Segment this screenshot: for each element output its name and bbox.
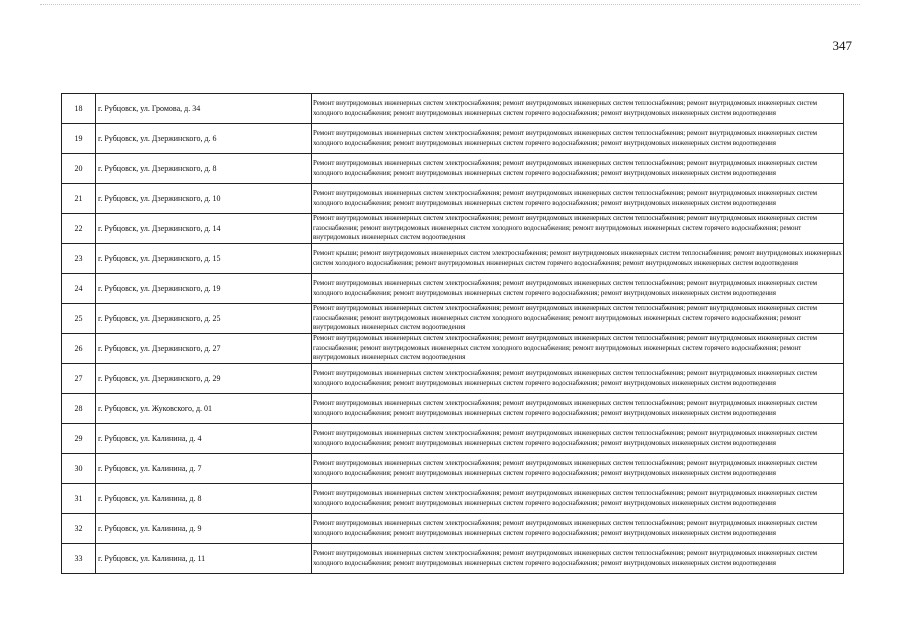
row-address: г. Рубцовск, ул. Дзержинского, д. 14 [96,214,312,244]
row-address: г. Рубцовск, ул. Дзержинского, д. 27 [96,334,312,364]
row-number: 27 [62,364,96,394]
row-work-text: Ремонт внутридомовых инженерных систем электроснабжения; ремонт внутридомовых инженерных систем теплоснабжения; ремонт внутридомовых инженерных систем газоснабжения; ремонт внутридомовых инженерных систем холодного водоснабжения; ремонт внутридомовых инженерных систем горячего водоснабжения; ремонт внутридомовых инженерных систем водоотведения [313,214,818,242]
row-address: г. Рубцовск, ул. Калинина, д. 4 [96,424,312,454]
row-address: г. Рубцовск, ул. Калинина, д. 8 [96,484,312,514]
row-work-text: Ремонт внутридомовых инженерных систем электроснабжения; ремонт внутридомовых инженерных систем теплоснабжения; ремонт внутридомовых инженерных систем холодного водоснабжения; ремонт внутридомовых инженерных систем горячего водоснабжения; ремонт внутридомовых инженерных систем водоотведения [313,458,818,477]
row-address: г. Рубцовск, ул. Калинина, д. 11 [96,544,312,574]
row-number: 20 [62,154,96,184]
table-row [62,484,844,514]
row-number: 24 [62,274,96,304]
row-number: 19 [62,124,96,154]
row-work-text: Ремонт внутридомовых инженерных систем электроснабжения; ремонт внутридомовых инженерных систем теплоснабжения; ремонт внутридомовых инженерных систем холодного водоснабжения; ремонт внутридомовых инженерных систем горячего водоснабжения; ремонт внутридомовых инженерных систем водоотведения [313,518,818,537]
page-number: 347 [832,38,852,53]
row-number: 22 [62,214,96,244]
table-row [62,124,844,154]
row-address: г. Рубцовск, ул. Дзержинского, д. 15 [96,244,312,274]
row-work-text: Ремонт внутридомовых инженерных систем электроснабжения; ремонт внутридомовых инженерных систем теплоснабжения; ремонт внутридомовых инженерных систем холодного водоснабжения; ремонт внутридомовых инженерных систем горячего водоснабжения; ремонт внутридомовых инженерных систем водоотведения [313,428,818,447]
row-work-list [312,154,844,184]
row-work-list [312,334,844,364]
table-row [62,334,844,364]
row-number: 26 [62,334,96,364]
table-row [62,94,844,124]
table-row [62,274,844,304]
row-address: г. Рубцовск, ул. Калинина, д. 7 [96,454,312,484]
row-number: 21 [62,184,96,214]
row-work-list [312,394,844,424]
row-number: 23 [62,244,96,274]
row-work-text: Ремонт внутридомовых инженерных систем электроснабжения; ремонт внутридомовых инженерных систем теплоснабжения; ремонт внутридомовых инженерных систем холодного водоснабжения; ремонт внутридомовых инженерных систем горячего водоснабжения; ремонт внутридомовых инженерных систем водоотведения [313,368,818,387]
row-address: г. Рубцовск, ул. Дзержинского, д. 25 [96,304,312,334]
row-work-list [312,484,844,514]
row-work-list [312,424,844,454]
row-number: 25 [62,304,96,334]
scan-top-edge [40,4,860,6]
row-work-text: Ремонт внутридомовых инженерных систем электроснабжения; ремонт внутридомовых инженерных систем теплоснабжения; ремонт внутридомовых инженерных систем холодного водоснабжения; ремонт внутридомовых инженерных систем горячего водоснабжения; ремонт внутридомовых инженерных систем водоотведения [313,158,818,177]
row-work-list [312,274,844,304]
row-address: г. Рубцовск, ул. Дзержинского, д. 29 [96,364,312,394]
repair-register-table [61,93,844,574]
row-work-text: Ремонт внутридомовых инженерных систем электроснабжения; ремонт внутридомовых инженерных систем теплоснабжения; ремонт внутридомовых инженерных систем газоснабжения; ремонт внутридомовых инженерных систем холодного водоснабжения; ремонт внутридомовых инженерных систем горячего водоснабжения; ремонт внутридомовых инженерных систем водоотведения [313,304,818,332]
row-work-text: Ремонт внутридомовых инженерных систем электроснабжения; ремонт внутридомовых инженерных систем теплоснабжения; ремонт внутридомовых инженерных систем холодного водоснабжения; ремонт внутридомовых инженерных систем горячего водоснабжения; ремонт внутридомовых инженерных систем водоотведения [313,278,818,297]
table-row [62,514,844,544]
table-row [62,424,844,454]
row-address: г. Рубцовск, ул. Дзержинского, д. 19 [96,274,312,304]
row-address: г. Рубцовск, ул. Калинина, д. 9 [96,514,312,544]
row-number: 29 [62,424,96,454]
row-number: 18 [62,94,96,124]
row-number: 32 [62,514,96,544]
table-row [62,364,844,394]
row-work-text: Ремонт внутридомовых инженерных систем электроснабжения; ремонт внутридомовых инженерных систем теплоснабжения; ремонт внутридомовых инженерных систем холодного водоснабжения; ремонт внутридомовых инженерных систем горячего водоснабжения; ремонт внутридомовых инженерных систем водоотведения [313,398,818,417]
row-work-list [312,514,844,544]
row-work-list [312,214,844,244]
row-work-text: Ремонт внутридомовых инженерных систем электроснабжения; ремонт внутридомовых инженерных систем теплоснабжения; ремонт внутридомовых инженерных систем холодного водоснабжения; ремонт внутридомовых инженерных систем горячего водоснабжения; ремонт внутридомовых инженерных систем водоотведения [313,128,818,147]
table-row [62,304,844,334]
row-number: 33 [62,544,96,574]
table-row [62,214,844,244]
row-work-text: Ремонт внутридомовых инженерных систем электроснабжения; ремонт внутридомовых инженерных систем теплоснабжения; ремонт внутридомовых инженерных систем газоснабжения; ремонт внутридомовых инженерных систем холодного водоснабжения; ремонт внутридомовых инженерных систем горячего водоснабжения; ремонт внутридомовых инженерных систем водоотведения [313,334,818,362]
table-row [62,184,844,214]
row-address: г. Рубцовск, ул. Дзержинского, д. 8 [96,154,312,184]
row-work-text: Ремонт внутридомовых инженерных систем электроснабжения; ремонт внутридомовых инженерных систем теплоснабжения; ремонт внутридомовых инженерных систем холодного водоснабжения; ремонт внутридомовых инженерных систем горячего водоснабжения; ремонт внутридомовых инженерных систем водоотведения [313,188,818,207]
row-address: г. Рубцовск, ул. Громова, д. 34 [96,94,312,124]
row-work-text: Ремонт крыши; ремонт внутридомовых инженерных систем электроснабжения; ремонт внутридомовых инженерных систем теплоснабжения; ремонт внутридомовых инженерных систем холодного водоснабжения; ремонт внутридомовых инженерных систем горячего водоснабжения; ремонт внутридомовых инженерных систем водоотведения [313,248,842,267]
row-address: г. Рубцовск, ул. Жуковского, д. 01 [96,394,312,424]
row-number: 28 [62,394,96,424]
row-address: г. Рубцовск, ул. Дзержинского, д. 6 [96,124,312,154]
row-work-list [312,94,844,124]
row-work-list [312,544,844,574]
row-number: 31 [62,484,96,514]
row-work-list [312,244,844,274]
row-work-list [312,184,844,214]
table-row [62,454,844,484]
row-work-list [312,454,844,484]
row-address: г. Рубцовск, ул. Дзержинского, д. 10 [96,184,312,214]
row-number: 30 [62,454,96,484]
row-work-list [312,124,844,154]
row-work-text: Ремонт внутридомовых инженерных систем электроснабжения; ремонт внутридомовых инженерных систем теплоснабжения; ремонт внутридомовых инженерных систем холодного водоснабжения; ремонт внутридомовых инженерных систем горячего водоснабжения; ремонт внутридомовых инженерных систем водоотведения [313,98,818,117]
table-row [62,154,844,184]
row-work-list [312,304,844,334]
row-work-list [312,364,844,394]
table-row [62,244,844,274]
row-work-text: Ремонт внутридомовых инженерных систем электроснабжения; ремонт внутридомовых инженерных систем теплоснабжения; ремонт внутридомовых инженерных систем холодного водоснабжения; ремонт внутридомовых инженерных систем горячего водоснабжения; ремонт внутридомовых инженерных систем водоотведения [313,548,818,567]
table-row [62,544,844,574]
table-row [62,394,844,424]
row-work-text: Ремонт внутридомовых инженерных систем электроснабжения; ремонт внутридомовых инженерных систем теплоснабжения; ремонт внутридомовых инженерных систем холодного водоснабжения; ремонт внутридомовых инженерных систем горячего водоснабжения; ремонт внутридомовых инженерных систем водоотведения [313,488,818,507]
